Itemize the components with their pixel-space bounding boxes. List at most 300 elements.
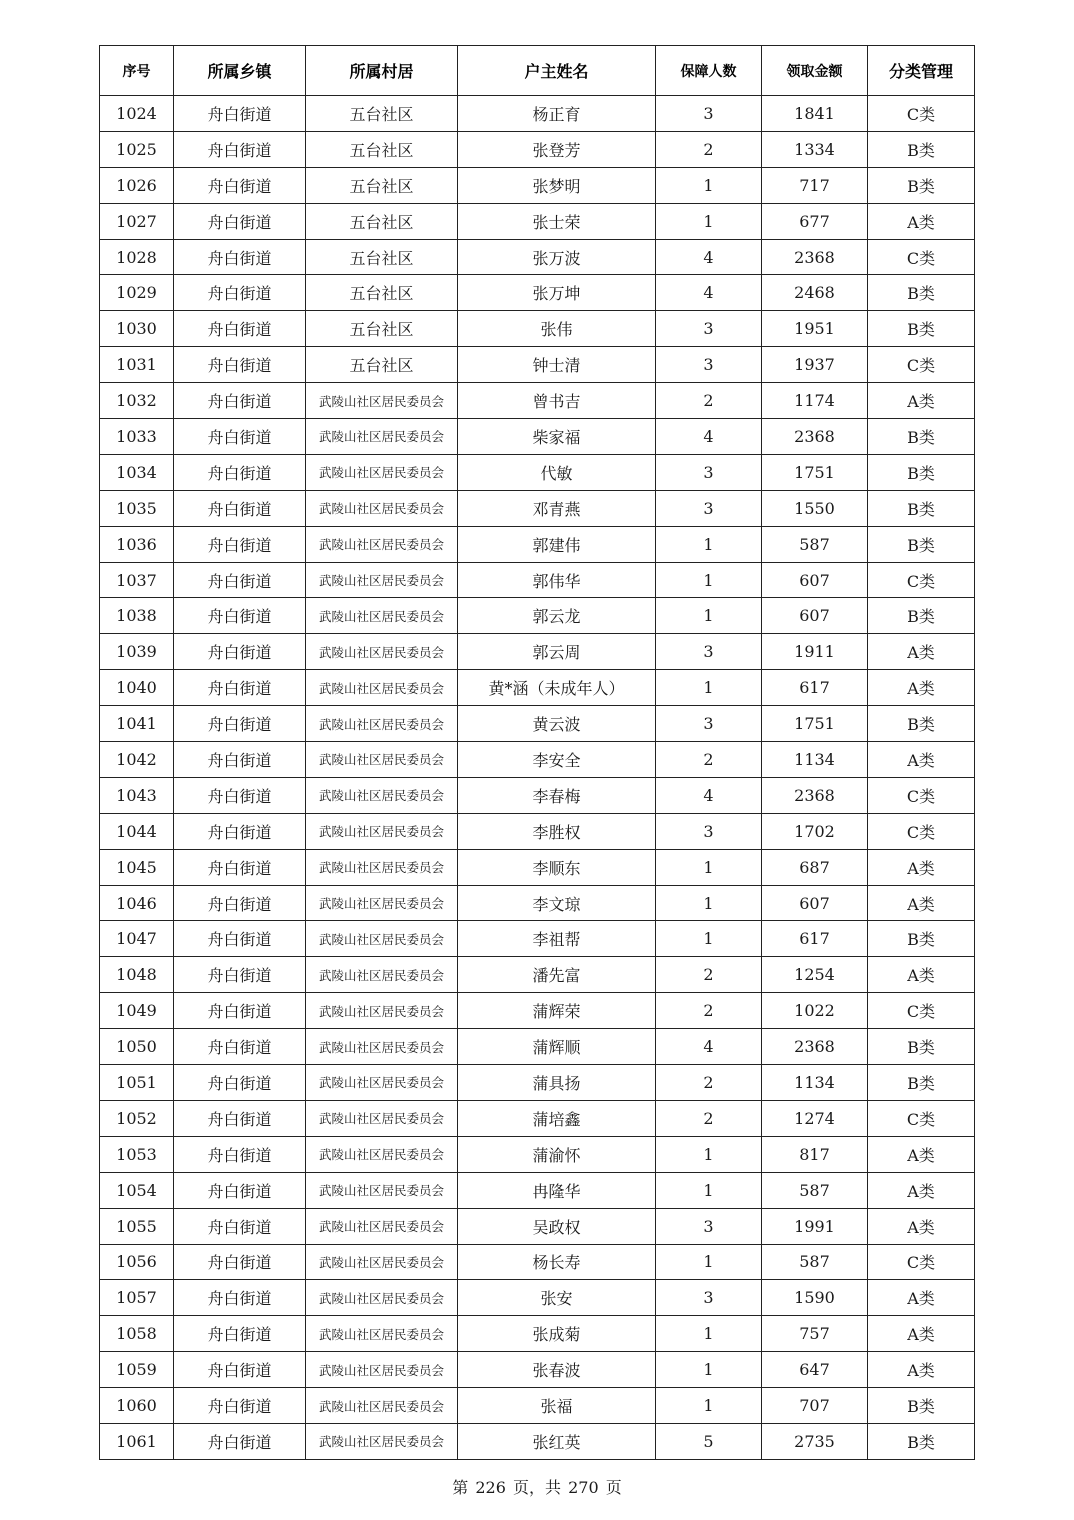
cell-amount: 617 [762,921,868,957]
cell-town: 舟白街道 [174,1208,306,1244]
cell-village: 武陵山社区居民委员会 [306,1280,458,1316]
cell-householder: 邓青燕 [458,490,656,526]
cell-category: B类 [868,131,975,167]
cell-amount: 2468 [762,275,868,311]
cell-town: 舟白街道 [174,1244,306,1280]
cell-village: 武陵山社区居民委员会 [306,1029,458,1065]
cell-people: 4 [656,419,762,455]
cell-village: 武陵山社区居民委员会 [306,490,458,526]
cell-village: 武陵山社区居民委员会 [306,742,458,778]
cell-amount: 757 [762,1316,868,1352]
header-householder: 户主姓名 [458,46,656,96]
cell-seq: 1026 [100,167,174,203]
cell-village: 武陵山社区居民委员会 [306,419,458,455]
cell-amount: 1254 [762,957,868,993]
cell-householder: 杨长寿 [458,1244,656,1280]
table-row [100,419,975,455]
table-row [100,275,975,311]
cell-category: A类 [868,1208,975,1244]
cell-village: 武陵山社区居民委员会 [306,383,458,419]
cell-seq: 1044 [100,813,174,849]
cell-town: 舟白街道 [174,347,306,383]
beneficiary-table [99,45,975,1460]
cell-seq: 1052 [100,1100,174,1136]
cell-people: 4 [656,777,762,813]
cell-householder: 张梦明 [458,167,656,203]
cell-seq: 1040 [100,670,174,706]
cell-seq: 1061 [100,1423,174,1459]
cell-seq: 1034 [100,454,174,490]
cell-people: 1 [656,1244,762,1280]
table-row [100,598,975,634]
cell-householder: 张伟 [458,311,656,347]
cell-householder: 张士荣 [458,203,656,239]
table-row [100,634,975,670]
cell-town: 舟白街道 [174,526,306,562]
cell-amount: 687 [762,849,868,885]
cell-category: C类 [868,562,975,598]
cell-category: C类 [868,813,975,849]
cell-town: 舟白街道 [174,777,306,813]
cell-village: 武陵山社区居民委员会 [306,1316,458,1352]
cell-amount: 1134 [762,1065,868,1101]
cell-householder: 吴政权 [458,1208,656,1244]
cell-category: B类 [868,1029,975,1065]
cell-householder: 蒲辉荣 [458,993,656,1029]
cell-town: 舟白街道 [174,562,306,598]
cell-town: 舟白街道 [174,849,306,885]
table-row [100,131,975,167]
table-row [100,1172,975,1208]
table-row [100,1280,975,1316]
cell-seq: 1060 [100,1388,174,1424]
cell-seq: 1054 [100,1172,174,1208]
cell-people: 1 [656,1316,762,1352]
header-town: 所属乡镇 [174,46,306,96]
cell-town: 舟白街道 [174,993,306,1029]
cell-seq: 1033 [100,419,174,455]
cell-town: 舟白街道 [174,957,306,993]
cell-householder: 冉隆华 [458,1172,656,1208]
cell-people: 1 [656,526,762,562]
cell-village: 武陵山社区居民委员会 [306,957,458,993]
cell-town: 舟白街道 [174,1136,306,1172]
cell-town: 舟白街道 [174,670,306,706]
cell-village: 五台社区 [306,347,458,383]
cell-amount: 1134 [762,742,868,778]
cell-village: 武陵山社区居民委员会 [306,562,458,598]
cell-village: 武陵山社区居民委员会 [306,634,458,670]
cell-category: A类 [868,1172,975,1208]
table-row [100,993,975,1029]
table-row [100,490,975,526]
cell-town: 舟白街道 [174,1172,306,1208]
cell-category: C类 [868,777,975,813]
cell-people: 1 [656,562,762,598]
cell-village: 武陵山社区居民委员会 [306,1244,458,1280]
cell-category: B类 [868,921,975,957]
cell-amount: 817 [762,1136,868,1172]
cell-people: 1 [656,598,762,634]
table-body [100,96,975,1460]
cell-village: 武陵山社区居民委员会 [306,1388,458,1424]
cell-amount: 1274 [762,1100,868,1136]
cell-seq: 1039 [100,634,174,670]
cell-people: 2 [656,957,762,993]
cell-seq: 1045 [100,849,174,885]
cell-amount: 2368 [762,239,868,275]
header-amount: 领取金额 [762,46,868,96]
cell-village: 武陵山社区居民委员会 [306,454,458,490]
cell-householder: 柴家福 [458,419,656,455]
cell-people: 3 [656,813,762,849]
cell-householder: 李祖帮 [458,921,656,957]
cell-people: 3 [656,347,762,383]
cell-village: 五台社区 [306,131,458,167]
cell-town: 舟白街道 [174,454,306,490]
cell-category: B类 [868,526,975,562]
cell-people: 2 [656,383,762,419]
cell-category: C类 [868,993,975,1029]
header-people: 保障人数 [656,46,762,96]
table-row [100,1136,975,1172]
cell-amount: 587 [762,1244,868,1280]
table-row [100,311,975,347]
cell-people: 2 [656,993,762,1029]
cell-seq: 1056 [100,1244,174,1280]
cell-seq: 1035 [100,490,174,526]
cell-village: 武陵山社区居民委员会 [306,885,458,921]
cell-amount: 1991 [762,1208,868,1244]
cell-category: B类 [868,706,975,742]
cell-category: A类 [868,957,975,993]
cell-amount: 587 [762,1172,868,1208]
cell-householder: 曾书吉 [458,383,656,419]
table-row [100,1029,975,1065]
cell-village: 武陵山社区居民委员会 [306,526,458,562]
cell-people: 5 [656,1423,762,1459]
cell-householder: 李顺东 [458,849,656,885]
cell-people: 3 [656,454,762,490]
cell-householder: 李文琼 [458,885,656,921]
cell-town: 舟白街道 [174,921,306,957]
cell-people: 3 [656,1280,762,1316]
table-row [100,813,975,849]
cell-householder: 李胜权 [458,813,656,849]
cell-householder: 张红英 [458,1423,656,1459]
cell-town: 舟白街道 [174,239,306,275]
header-seq: 序号 [100,46,174,96]
cell-town: 舟白街道 [174,490,306,526]
cell-category: A类 [868,885,975,921]
cell-amount: 1751 [762,706,868,742]
cell-householder: 郭伟华 [458,562,656,598]
cell-householder: 蒲辉顺 [458,1029,656,1065]
cell-householder: 潘先富 [458,957,656,993]
cell-seq: 1036 [100,526,174,562]
cell-seq: 1046 [100,885,174,921]
cell-amount: 677 [762,203,868,239]
table-row [100,562,975,598]
cell-category: B类 [868,1388,975,1424]
cell-householder: 郭云龙 [458,598,656,634]
cell-amount: 707 [762,1388,868,1424]
cell-village: 武陵山社区居民委员会 [306,1352,458,1388]
cell-seq: 1051 [100,1065,174,1101]
cell-householder: 杨正育 [458,96,656,132]
cell-householder: 黄云波 [458,706,656,742]
cell-amount: 607 [762,885,868,921]
table-row [100,347,975,383]
cell-town: 舟白街道 [174,1316,306,1352]
table-row [100,239,975,275]
cell-people: 1 [656,167,762,203]
table-row [100,454,975,490]
cell-village: 武陵山社区居民委员会 [306,813,458,849]
table-row [100,670,975,706]
cell-seq: 1043 [100,777,174,813]
cell-householder: 蒲具扬 [458,1065,656,1101]
cell-seq: 1050 [100,1029,174,1065]
cell-town: 舟白街道 [174,1352,306,1388]
cell-householder: 张登芳 [458,131,656,167]
cell-town: 舟白街道 [174,598,306,634]
cell-seq: 1041 [100,706,174,742]
cell-category: A类 [868,849,975,885]
cell-town: 舟白街道 [174,1029,306,1065]
cell-town: 舟白街道 [174,167,306,203]
table-row [100,1065,975,1101]
cell-seq: 1037 [100,562,174,598]
cell-category: C类 [868,1100,975,1136]
cell-category: B类 [868,1423,975,1459]
cell-town: 舟白街道 [174,203,306,239]
table-row [100,526,975,562]
cell-seq: 1031 [100,347,174,383]
cell-village: 五台社区 [306,311,458,347]
cell-category: B类 [868,454,975,490]
table-row [100,167,975,203]
cell-seq: 1030 [100,311,174,347]
cell-amount: 2368 [762,777,868,813]
cell-amount: 717 [762,167,868,203]
cell-people: 4 [656,275,762,311]
cell-amount: 1022 [762,993,868,1029]
cell-town: 舟白街道 [174,1388,306,1424]
cell-people: 1 [656,1388,762,1424]
cell-people: 3 [656,311,762,347]
cell-village: 五台社区 [306,275,458,311]
cell-category: A类 [868,670,975,706]
cell-amount: 1841 [762,96,868,132]
cell-householder: 李春梅 [458,777,656,813]
cell-amount: 1334 [762,131,868,167]
cell-householder: 张安 [458,1280,656,1316]
table-row [100,706,975,742]
cell-town: 舟白街道 [174,813,306,849]
cell-village: 武陵山社区居民委员会 [306,1172,458,1208]
cell-people: 3 [656,490,762,526]
cell-people: 1 [656,1172,762,1208]
cell-category: C类 [868,1244,975,1280]
cell-category: B类 [868,275,975,311]
cell-people: 2 [656,1065,762,1101]
cell-amount: 2368 [762,1029,868,1065]
cell-seq: 1059 [100,1352,174,1388]
cell-people: 1 [656,670,762,706]
cell-people: 1 [656,1352,762,1388]
cell-seq: 1028 [100,239,174,275]
table-row [100,1423,975,1459]
cell-village: 五台社区 [306,167,458,203]
cell-village: 武陵山社区居民委员会 [306,706,458,742]
table-row [100,957,975,993]
cell-category: C类 [868,239,975,275]
cell-amount: 607 [762,562,868,598]
cell-village: 武陵山社区居民委员会 [306,670,458,706]
cell-village: 五台社区 [306,96,458,132]
table-row [100,1208,975,1244]
cell-village: 武陵山社区居民委员会 [306,598,458,634]
cell-seq: 1049 [100,993,174,1029]
cell-amount: 587 [762,526,868,562]
cell-householder: 李安全 [458,742,656,778]
cell-householder: 张万波 [458,239,656,275]
cell-amount: 1751 [762,454,868,490]
cell-householder: 郭云周 [458,634,656,670]
cell-people: 2 [656,1100,762,1136]
cell-people: 4 [656,239,762,275]
cell-seq: 1027 [100,203,174,239]
cell-category: B类 [868,1065,975,1101]
cell-category: A类 [868,383,975,419]
cell-category: C类 [868,96,975,132]
cell-town: 舟白街道 [174,96,306,132]
cell-amount: 1174 [762,383,868,419]
cell-category: B类 [868,490,975,526]
cell-people: 1 [656,921,762,957]
cell-category: A类 [868,742,975,778]
header-row [100,46,975,96]
cell-category: A类 [868,1280,975,1316]
cell-town: 舟白街道 [174,885,306,921]
cell-amount: 617 [762,670,868,706]
cell-householder: 钟士清 [458,347,656,383]
cell-householder: 张万坤 [458,275,656,311]
cell-category: B类 [868,598,975,634]
cell-people: 1 [656,849,762,885]
cell-amount: 1550 [762,490,868,526]
cell-village: 武陵山社区居民委员会 [306,1136,458,1172]
cell-seq: 1048 [100,957,174,993]
cell-town: 舟白街道 [174,1100,306,1136]
table-row [100,1316,975,1352]
cell-householder: 郭建伟 [458,526,656,562]
cell-seq: 1047 [100,921,174,957]
cell-seq: 1053 [100,1136,174,1172]
cell-category: B类 [868,311,975,347]
cell-seq: 1029 [100,275,174,311]
cell-village: 武陵山社区居民委员会 [306,921,458,957]
cell-seq: 1025 [100,131,174,167]
cell-people: 4 [656,1029,762,1065]
cell-town: 舟白街道 [174,275,306,311]
cell-village: 五台社区 [306,203,458,239]
cell-householder: 蒲渝怀 [458,1136,656,1172]
table-row [100,885,975,921]
cell-seq: 1038 [100,598,174,634]
cell-village: 武陵山社区居民委员会 [306,1423,458,1459]
cell-town: 舟白街道 [174,311,306,347]
cell-category: C类 [868,347,975,383]
cell-village: 武陵山社区居民委员会 [306,1208,458,1244]
table-row [100,203,975,239]
cell-amount: 1911 [762,634,868,670]
cell-town: 舟白街道 [174,706,306,742]
cell-category: B类 [868,419,975,455]
cell-village: 武陵山社区居民委员会 [306,1065,458,1101]
page-number: 第 226 页，共 270 页 [452,1478,622,1497]
cell-seq: 1055 [100,1208,174,1244]
cell-amount: 607 [762,598,868,634]
cell-householder: 代敏 [458,454,656,490]
cell-village: 五台社区 [306,239,458,275]
table-row [100,96,975,132]
cell-seq: 1058 [100,1316,174,1352]
cell-village: 武陵山社区居民委员会 [306,1100,458,1136]
cell-town: 舟白街道 [174,1423,306,1459]
table-row [100,742,975,778]
table-header [100,46,975,96]
table-row [100,849,975,885]
cell-category: A类 [868,1136,975,1172]
cell-amount: 1937 [762,347,868,383]
cell-people: 3 [656,706,762,742]
cell-seq: 1042 [100,742,174,778]
cell-town: 舟白街道 [174,419,306,455]
cell-category: B类 [868,167,975,203]
cell-amount: 1702 [762,813,868,849]
cell-householder: 张春波 [458,1352,656,1388]
cell-village: 武陵山社区居民委员会 [306,849,458,885]
cell-amount: 1951 [762,311,868,347]
cell-householder: 张福 [458,1388,656,1424]
cell-town: 舟白街道 [174,1065,306,1101]
cell-amount: 2368 [762,419,868,455]
table-row [100,1100,975,1136]
cell-people: 3 [656,634,762,670]
cell-category: A类 [868,1316,975,1352]
header-village: 所属村居 [306,46,458,96]
cell-householder: 蒲培鑫 [458,1100,656,1136]
cell-people: 2 [656,742,762,778]
cell-category: A类 [868,634,975,670]
cell-category: A类 [868,203,975,239]
header-category: 分类管理 [868,46,975,96]
cell-village: 武陵山社区居民委员会 [306,777,458,813]
cell-seq: 1057 [100,1280,174,1316]
table-row [100,383,975,419]
table-row [100,1244,975,1280]
cell-people: 3 [656,1208,762,1244]
cell-people: 1 [656,203,762,239]
cell-town: 舟白街道 [174,634,306,670]
cell-seq: 1032 [100,383,174,419]
cell-category: A类 [868,1352,975,1388]
cell-people: 1 [656,885,762,921]
cell-town: 舟白街道 [174,742,306,778]
table-row [100,1352,975,1388]
